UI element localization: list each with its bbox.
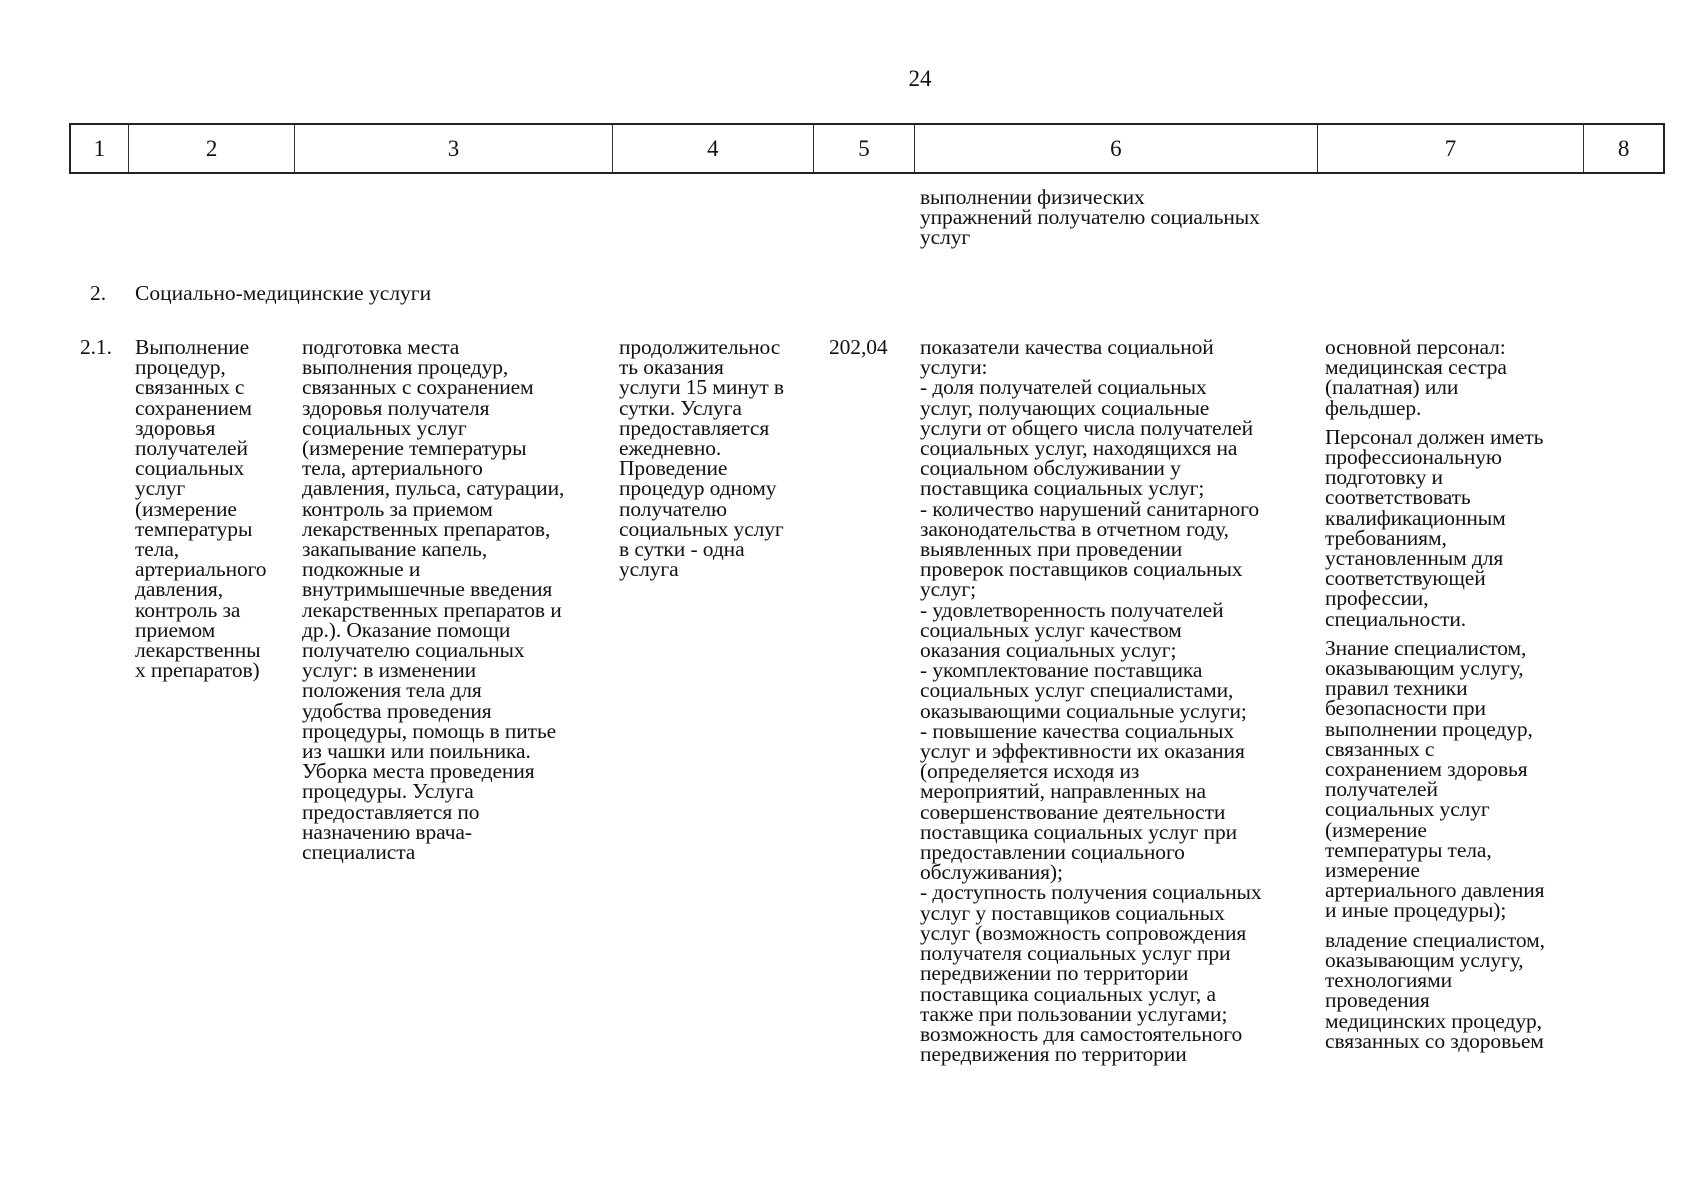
header-col-8: 8 (1617, 135, 1630, 161)
header-col-7: 7 (1318, 125, 1584, 172)
staff-paragraph: основной персонал: медицинская сестра (палатная) или фельдшер. (1325, 335, 1507, 420)
staff-paragraph: Персонал должен иметь профессиональную подготовку и соответствовать квалификационным требованиям, установленным для соответствующей профессии, специальности. (1325, 424, 1544, 631)
header-col-4: 4 (613, 125, 815, 172)
service-price: 202,04 (829, 335, 888, 359)
header-col-2: 2 (129, 125, 296, 172)
page-number: 24 (908, 66, 932, 91)
service-name: Выполнение процедур, связанных с сохранением здоровья получателей социальных услуг (измерение температуры тела, артериального давления, контроль за приемом лекарственны х препаратов) (135, 335, 267, 683)
continuation-quality-text: выполнении физических упражнений получателю социальных услуг (920, 185, 1260, 250)
section-number: 2. (90, 281, 107, 305)
staff-paragraph: Знание специалистом, оказывающим услугу, правил техники безопасности при выполнении процедур, связанных с сохранением здоровья получателей социальных услуг (измерение температуры тела, измерение артериального давления и иные процедуры); (1325, 635, 1545, 923)
staff-paragraph: владение специалистом, оказывающим услугу, технологиями проведения медицинских процедур, связанных со здоровьем (1325, 927, 1545, 1053)
table-header-row (69, 123, 1665, 174)
service-duration: продолжительнос ть оказания услуги 15 минут в сутки. Услуга предоставляется ежедневно. Проведение процедур одному получателю социальных услуг в сутки - одна услуга (619, 335, 784, 582)
section-title: Социально-медицинские услуги (135, 281, 432, 305)
staff-requirements (1325, 337, 1545, 1060)
header-col-3: 3 (295, 125, 612, 172)
quality-indicators: показатели качества социальной услуги: - доля получателей социальных услуг, получающих социальные услуги от общего числа получателей социальных услуг, находящихся на социальном обслуживании у поставщика социальных услуг; - количество нарушений санитарного законодательства в отчетном году, выявленных при проведении проверок поставщиков социальных услуг; - удовлетворенность получателей социальных услуг качеством оказания социальных услуг; - укомплектование поставщика социальных услуг специалистами, оказывающими социальные услуги; - повышение качества социальных услуг и эффективности их оказания (определяется исходя из мероприятий, направленных на совершенствование деятельности поставщика социальных услуг при предоставлении социального обслуживания); - доступность получения социальных услуг у поставщиков социальных услуг (возможность сопровождения получателя социальных услуг при передвижении по территории поставщика социальных услуг, а также при пользовании услугами; возможность для самостоятельного передвижения по территории (920, 335, 1262, 1067)
row-number: 2.1. (80, 335, 112, 359)
service-description: подготовка места выполнения процедур, связанных с сохранением здоровья получателя социальных услуг (измерение температуры тела, артериального давления, пульса, сатурации, контроль за приемом лекарственных препаратов, закапывание капель, подкожные и внутримышечные введения лекарственных препаратов и др.). Оказание помощи получателю социальных услуг: в изменении положения тела для удобства проведения процедуры, помощь в питье из чашки или поильника. Уборка места проведения процедуры. Услуга предоставляется по назначению врача- специалиста (302, 335, 565, 865)
header-col-6: 6 (915, 125, 1318, 172)
header-col-1: 1 (71, 125, 129, 172)
header-col-5: 5 (814, 125, 915, 172)
